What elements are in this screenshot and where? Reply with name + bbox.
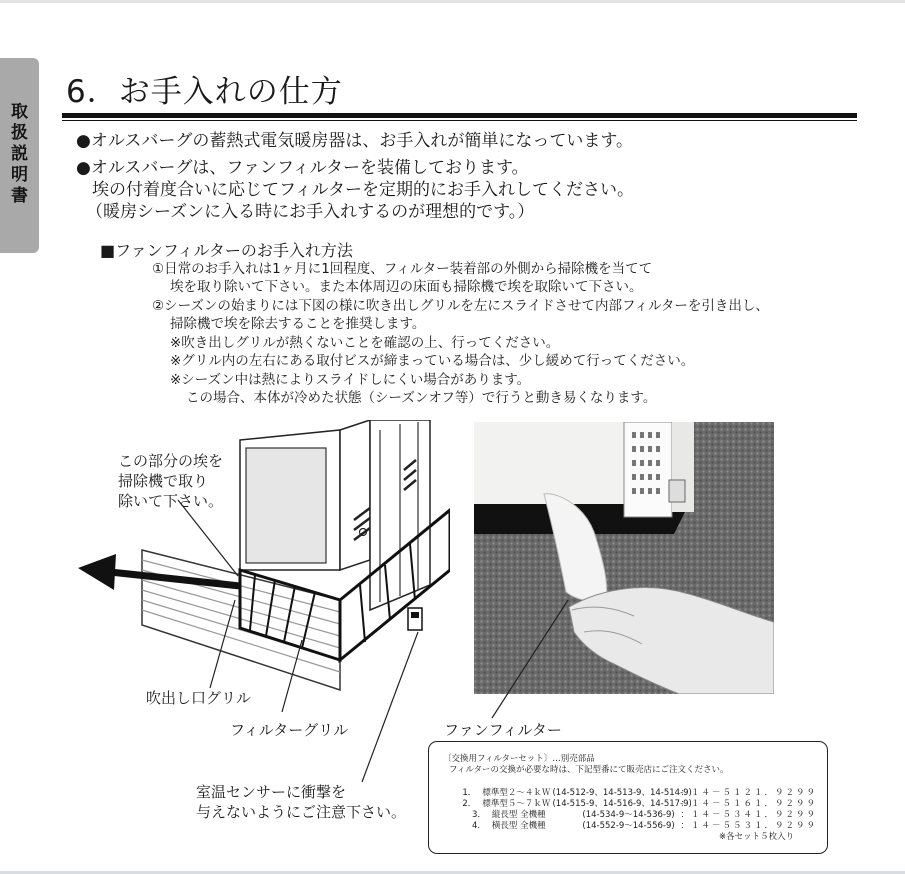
side-tab-char: 書 [11, 186, 28, 206]
sensor-warning-line: 室温センサーに衝撃を [196, 783, 347, 801]
step-line: ※グリル内の左右にある取付ビスが締まっている場合は、少し緩めて行ってください。 [170, 353, 695, 369]
step-line: 掃除機で埃を除去することを推奨します。 [170, 316, 426, 332]
outlet-grille-label: 吹出し口グリル [146, 689, 252, 707]
side-tab-char: 取 [11, 102, 28, 122]
parts-row-name: 標準型２～４ｋＷ [482, 788, 551, 798]
filter-grille-label: フィルターグリル [230, 721, 349, 739]
parts-heading: 〔交換用フィルターセット〕…別売部品 [443, 754, 595, 764]
title-rule-thick [62, 113, 857, 118]
side-tab-char: 説 [11, 144, 28, 164]
parts-row-models: (14-534-9～14-536-9) [582, 810, 675, 820]
intro-line: ●オルスバーグは、ファンフィルターを装備しております。 [76, 158, 529, 178]
parts-row-name: 横長型 全機種 [491, 821, 546, 831]
parts-row [443, 810, 817, 821]
parts-row-name: 標準型５～７ｋＷ [482, 799, 551, 809]
parts-row-models: (14-552-9～14-556-9) [582, 821, 675, 831]
side-tab-char: 扱 [11, 123, 28, 143]
section-title: ■ファンフィルターのお手入れ方法 [100, 241, 353, 260]
parts-row-no: 1． [462, 788, 477, 798]
parts-row-code: ：１４－５１６１．９２９９ [680, 799, 817, 809]
top-border [0, 0, 905, 3]
parts-row [443, 821, 817, 832]
step-line: ①日常のお手入れは1ヶ月に1回程度、フィルター装着部の外側から掃除機を当てて [152, 261, 653, 277]
parts-row-code: ：１４－５５３１．９２９９ [680, 821, 817, 831]
parts-row-no: 2． [462, 799, 477, 809]
parts-row-models: (14-515-9、14-516-9、14-517-9) [552, 799, 692, 809]
intro-line: ●オルスバーグの蓄熱式電気暖房器は、お手入れが簡単になっています。 [76, 131, 633, 151]
intro-line: （暖房シーズンに入る時にお手入れするのが理想的です。） [86, 202, 535, 222]
title-rule-thin [62, 120, 857, 121]
parts-row [443, 788, 817, 799]
parts-row-name: 縦長型 全機種 [491, 810, 546, 820]
page-title: 6．お手入れの仕方 [66, 74, 343, 110]
callout-line: 除いて下さい。 [118, 492, 224, 510]
replacement-parts-box [428, 741, 828, 854]
parts-row-no: 4． [472, 821, 486, 831]
side-tab-char: 明 [11, 165, 28, 185]
fan-filter-photo [474, 422, 774, 694]
parts-row [443, 799, 817, 810]
parts-row-models: (14-512-9、14-513-9、14-514-9) [552, 788, 692, 798]
step-line: ※シーズン中は熱によりスライドしにくい場合があります。 [170, 372, 531, 388]
sensor-warning-line: 与えないようにご注意下さい。 [196, 803, 407, 821]
callout-line: この部分の埃を [118, 452, 224, 470]
step-line: この場合、本体が冷めた状態（シーズンオフ等）で行うと動き易くなります。 [186, 390, 657, 406]
step-line: 埃を取り除いて下さい。また本体周辺の床面も掃除機で埃を取除いて下さい。 [170, 279, 643, 295]
manual-side-tab [0, 58, 39, 253]
step-line: ②シーズンの始まりには下図の様に吹き出しグリルを左にスライドさせて内部フィルターを引き出し、 [152, 298, 769, 314]
parts-note: フィルターの交換が必要な時は、下記型番にて販売店にご注文ください。 [449, 765, 729, 775]
parts-row-code: ：１４－５３４１．９２９９ [680, 810, 817, 820]
intro-line: 埃の付着度合いに応じてフィルターを定期的にお手入れしてください。 [92, 180, 634, 200]
callout-line: 掃除機で取り [118, 472, 209, 490]
parts-row-code: ：１４－５１２１．９２９９ [680, 788, 817, 798]
parts-row-no: 3． [472, 810, 486, 820]
fan-filter-label: ファンフィルター [444, 721, 562, 739]
step-line: ※吹き出しグリルが熱くないことを確認の上、行ってください。 [170, 335, 560, 351]
parts-footnote: ※各セット５枚入り [719, 832, 795, 842]
